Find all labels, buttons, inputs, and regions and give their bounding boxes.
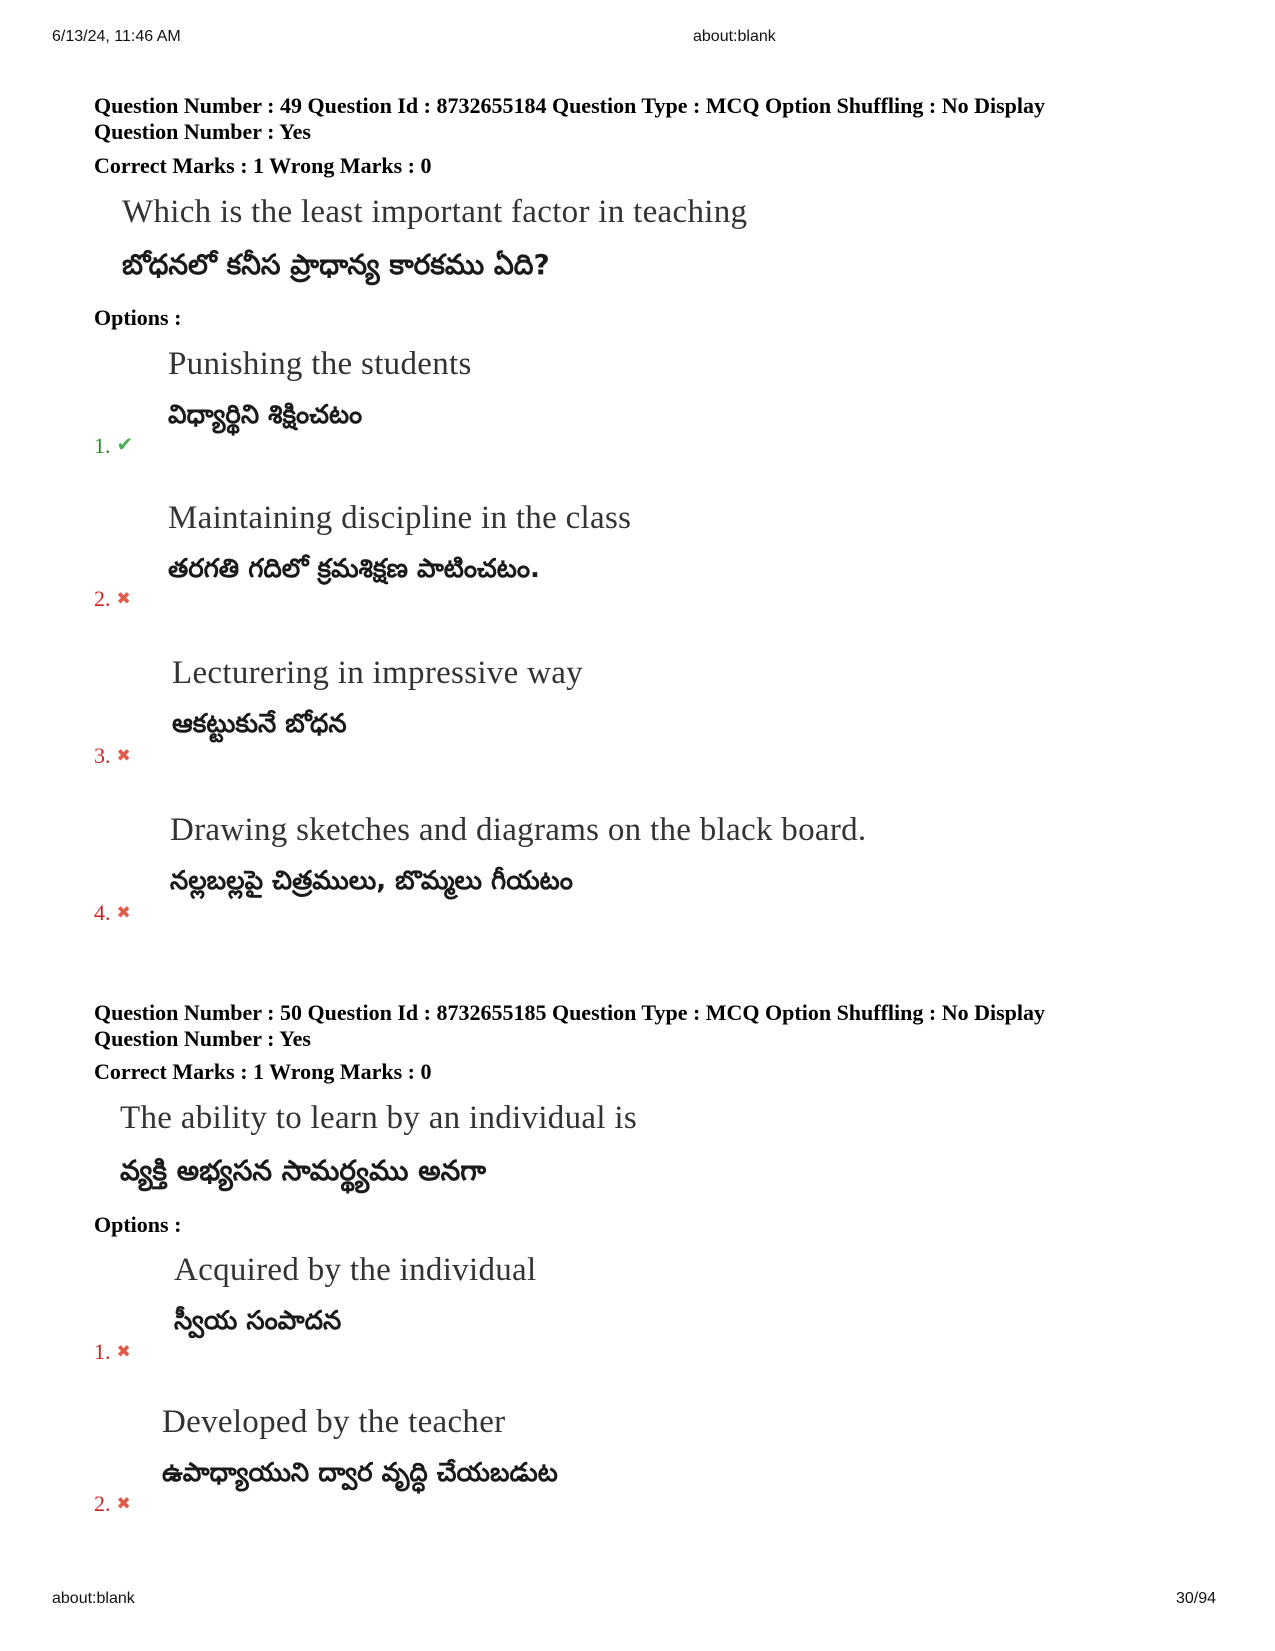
check-icon: ✔: [116, 432, 134, 456]
print-url: about:blank: [693, 28, 776, 45]
options-label: Options :: [94, 1212, 182, 1237]
question-meta-line: Question Number : 50 Question Id : 8732655185 Question Type : MCQ Option Shuffling : No Display: [94, 1000, 1046, 1025]
cross-icon: ✖: [116, 903, 131, 923]
question-text-telugu: బోధనలో కనీస ప్రాధాన్య కారకము ఏది?: [122, 248, 550, 281]
question-marks: Correct Marks : 1 Wrong Marks : 0: [94, 153, 432, 178]
option-number-label: 3.: [94, 743, 111, 768]
option-number: [94, 586, 131, 612]
print-datetime: 6/13/24, 11:46 AM: [52, 28, 181, 45]
question-meta: [94, 93, 1045, 145]
option-text-english: Drawing sketches and diagrams on the black board.: [170, 812, 867, 848]
option-text-telugu: ఉపాధ్యాయుని ద్వార వృద్ధి చేయబడుట: [162, 1458, 558, 1488]
question-text-telugu: వ్యక్తి అభ్యసన సామర్థ్యము అనగా: [120, 1154, 487, 1187]
option-number: [94, 743, 131, 769]
option-text-english: Maintaining discipline in the class: [168, 500, 632, 536]
question-text-english: The ability to learn by an individual is: [120, 1100, 637, 1136]
page-number: 30/94: [1176, 1590, 1217, 1607]
option-number-label: 4.: [94, 900, 111, 925]
question-text-english: Which is the least important factor in teaching: [122, 194, 748, 230]
cross-icon: ✖: [116, 589, 131, 609]
question-meta: [94, 1000, 1045, 1052]
option-number: [94, 900, 131, 926]
option-text-english: Lecturering in impressive way: [172, 655, 583, 691]
option-text-english: Developed by the teacher: [162, 1404, 506, 1440]
option-text-telugu: ఆకట్టుకునే బోధన: [172, 709, 347, 739]
option-number-label: 1.: [94, 1339, 111, 1364]
cross-icon: ✖: [116, 1342, 131, 1362]
option-text-telugu: విధ్యార్థిని శిక్షించటం: [168, 400, 363, 430]
option-number: [94, 1491, 131, 1517]
question-meta-line: Question Number : Yes: [94, 1026, 311, 1051]
cross-icon: ✖: [116, 1494, 131, 1514]
option-text-telugu: స్వీయ సంపాదన: [174, 1306, 342, 1336]
option-text-english: Acquired by the individual: [174, 1252, 537, 1288]
option-number: [94, 432, 133, 459]
question-meta-line: Question Number : 49 Question Id : 8732655184 Question Type : MCQ Option Shuffling : No Display: [94, 93, 1046, 118]
options-label: Options :: [94, 305, 182, 330]
option-number-label: 1.: [94, 433, 111, 458]
option-number-label: 2.: [94, 1491, 111, 1516]
option-text-english: Punishing the students: [168, 346, 472, 382]
option-number: [94, 1339, 131, 1365]
option-text-telugu: నల్లబల్లపై చిత్రములు, బొమ్మలు గీయటం: [170, 866, 573, 896]
print-footer-url: about:blank: [52, 1590, 135, 1607]
question-meta-line: Question Number : Yes: [94, 119, 311, 144]
option-number-label: 2.: [94, 586, 111, 611]
question-marks: Correct Marks : 1 Wrong Marks : 0: [94, 1059, 432, 1084]
option-text-telugu: తరగతి గదిలో క్రమశిక్షణ పాటించటం.: [168, 554, 540, 584]
cross-icon: ✖: [116, 746, 131, 766]
